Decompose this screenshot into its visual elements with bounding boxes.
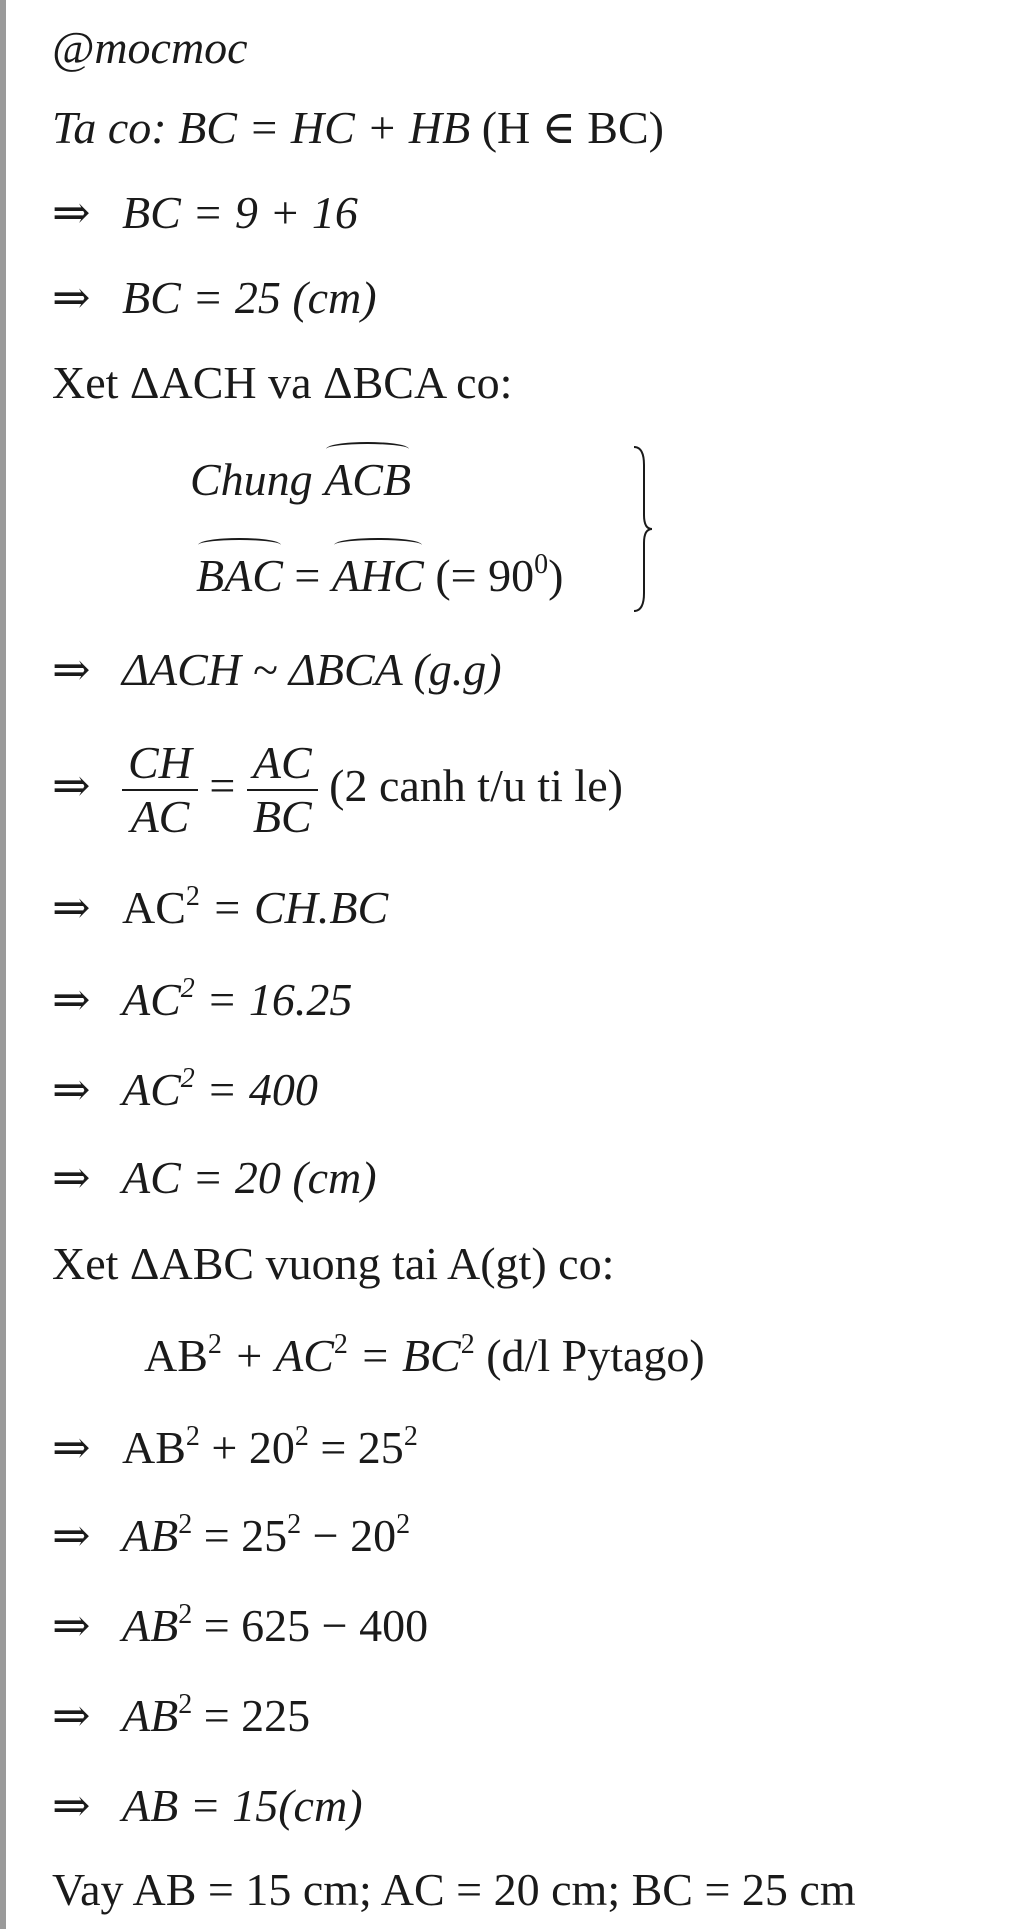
line-pythagoras-values: ⇒ $AB^2 + 20^2 = 25^2$ bbox=[52, 1421, 418, 1473]
line-ac-result: ⇒ AC = 20 (cm) bbox=[52, 1152, 377, 1203]
line-ratio: ⇒ $\frac{CH}{AC}$ = $\frac{AC}{BC}$ (2 canh t/u ti le) bbox=[52, 737, 623, 843]
line-bc-result: ⇒ BC = 25 (cm) bbox=[52, 272, 377, 323]
left-border bbox=[0, 0, 6, 1929]
line-consider-triangles: Xet ΔACH va ΔBCA co: bbox=[52, 357, 513, 408]
author-tag: @mocmoc bbox=[52, 22, 248, 73]
line-bc-sum: Ta co: BC = HC + HB (H ∈ BC) bbox=[52, 102, 664, 153]
line-right-angles: BAC = AHC (= $90^0$) bbox=[196, 548, 563, 604]
solution-document bbox=[52, 0, 1012, 1929]
right-brace bbox=[632, 445, 652, 613]
line-consider-right-triangle: Xet ΔABC vuong tai A(gt) co: bbox=[52, 1238, 615, 1289]
line-conclusion: Vay AB = 15 cm; AC = 20 cm; BC = 25 cm bbox=[52, 1864, 856, 1915]
line-ac-squared-result: ⇒ $AC^2 = 400$ bbox=[52, 1063, 318, 1115]
line-common-angle: Chung ACB bbox=[190, 452, 411, 508]
line-ab-squared-difference: ⇒ $AB^2 = 25^2 - 20^2$ bbox=[52, 1509, 411, 1561]
line-bc-values: ⇒ BC = 9 + 16 bbox=[52, 187, 358, 238]
fraction-ac-bc: $\frac{AC}{BC}$ bbox=[247, 737, 318, 843]
line-ab-squared-subtraction: ⇒ $AB^2 = 625 - 400$ bbox=[52, 1599, 429, 1651]
line-ac-squared-product: ⇒ $AC^2 = CH.BC$ bbox=[52, 881, 389, 933]
line-ab-squared-result: ⇒ $AB^2 = 225$ bbox=[52, 1689, 311, 1741]
line-similar-triangles: ⇒ ΔACH ~ ΔBCA (g.g) bbox=[52, 644, 502, 695]
line-pythagoras: $AB^2 + AC^2 = BC^2$ (d/l Pytago) bbox=[144, 1329, 705, 1381]
fraction-ch-ac: $\frac{CH}{AC}$ bbox=[122, 737, 198, 843]
line-ac-squared-values: ⇒ $AC^2 = 16.25$ bbox=[52, 973, 353, 1025]
line-ab-result: ⇒ AB = 15(cm) bbox=[52, 1780, 363, 1831]
